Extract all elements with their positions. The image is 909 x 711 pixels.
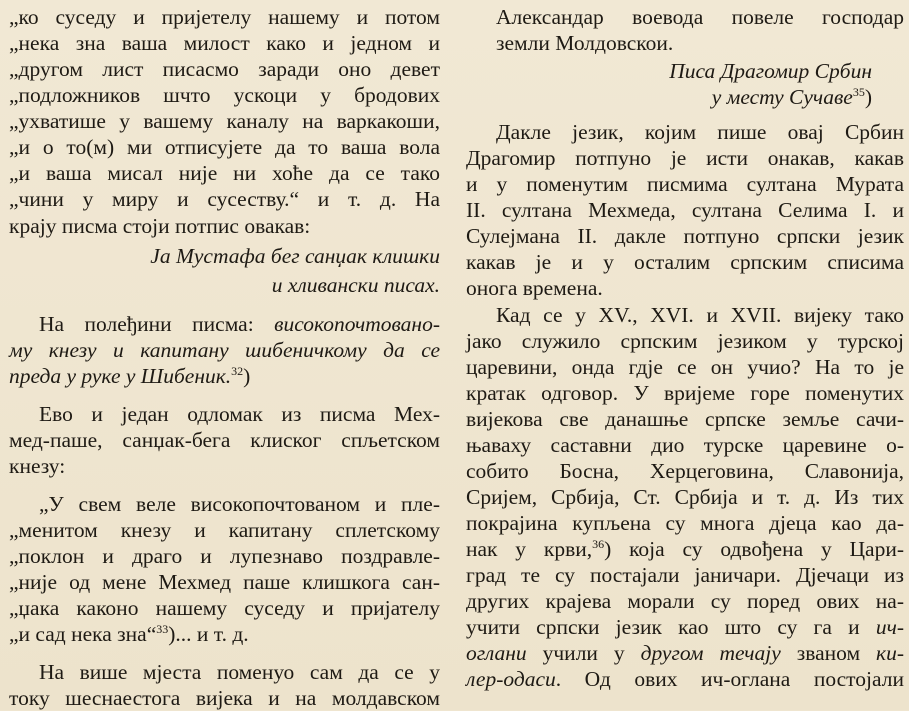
footnote-ref: 35 xyxy=(852,85,865,99)
text-line: Драгомир потпуно је исти онакав, какав xyxy=(466,146,904,170)
text-line: Сријем, Србија, Ст. Србија и т. д. Из тих xyxy=(466,485,904,509)
text-line: „менитом кнезу и капитану сплетскому xyxy=(9,518,440,542)
text-line: мед-паше, санџак-бега клиског спљетском xyxy=(9,428,440,452)
footnote-ref: 33 xyxy=(156,622,169,636)
text-line: њаваху саставни дио турске царевине о- xyxy=(466,433,904,457)
text-italic: високопочтовано- xyxy=(274,312,440,336)
footnote-ref: 36 xyxy=(592,537,605,551)
text-line: „нека зна ваша милост како и једном и xyxy=(9,31,440,55)
text-line: „није од мене Мехмед паше клишкога сан- xyxy=(9,570,440,594)
text-line: јако служило српским језиком у турској xyxy=(466,329,904,353)
text-italic: другом течају xyxy=(640,641,781,665)
text-line: „чини у миру и сусеству.“ и т. д. На xyxy=(9,187,440,211)
text-line: кратак одговор. У вријеме горе поменутих xyxy=(466,381,904,405)
text-line: II. султана Мехмеда, султана Селима I. и xyxy=(466,198,904,222)
text-line: „подложников шчто ускоци у бродових xyxy=(9,83,440,107)
text-line: крају писма стоји потпис овакав: xyxy=(9,214,311,238)
text-italic: ич- xyxy=(875,615,904,639)
text-line: „другом лист писасмо заради оно девет xyxy=(9,57,440,81)
text-line: покрајина купљена су многа дјеца као да- xyxy=(466,511,904,535)
text-line: и у поменутим писмима султана Мурата xyxy=(466,172,904,196)
signature-text: у месту Сучаве xyxy=(711,85,853,109)
text-line xyxy=(466,536,904,562)
text-plain: . Од ових ич-оглана постојали xyxy=(555,667,904,691)
text-line xyxy=(466,666,904,692)
signature-line xyxy=(466,84,872,110)
text-plain: „и сад нека зна“ xyxy=(9,622,157,646)
text-line: вијекова све данашње српске земље сачи- xyxy=(466,407,904,431)
text-line: Дакле језик, којим пише овај Србин xyxy=(496,120,904,144)
text-line: „и ваша мисал није ни хоће да се тако xyxy=(9,161,440,185)
text-line: царевини, онда гдје се он учио? На то је xyxy=(466,355,904,379)
text-line xyxy=(9,363,250,389)
text-line xyxy=(466,614,904,640)
text-italic: лер-одаси xyxy=(466,667,556,691)
text-italic: преда у руке у Шибеник. xyxy=(9,364,232,388)
text-italic: оглани xyxy=(466,641,527,665)
text-plain: )... и т. д. xyxy=(168,622,249,646)
text-line xyxy=(39,311,440,337)
text-line: „поклон и драго и лупезнаво поздравле- xyxy=(9,544,440,568)
text-plain: учити српски језик као што су га и xyxy=(466,615,876,639)
text-line: току шеснаестога вијека и на молдавском xyxy=(9,686,440,710)
text-line: Ево и један одломак из писма Мех- xyxy=(39,402,440,426)
text-line: „У свем веле високопочтованом и пле- xyxy=(39,492,440,516)
text-line: На више мјеста поменуо сам да се у xyxy=(39,660,440,684)
text-plain: званом xyxy=(780,641,877,665)
text-line: онога времена. xyxy=(466,276,603,300)
text-line: „ко суседу и пријетелу нашему и потом xyxy=(9,5,440,29)
text-line xyxy=(9,621,249,647)
text-line: „ухватише у вашему каналу на варкакоши, xyxy=(9,109,440,133)
signature-line: и хливански писах. xyxy=(271,273,440,297)
text-line: какав је и у осталим српским списима xyxy=(466,250,904,274)
text-line: других крајева морали су поред ових на- xyxy=(466,589,904,613)
text-line: град те су постајали јаничари. Дјечаци из xyxy=(466,563,904,587)
text-plain: нак у крви, xyxy=(466,537,593,561)
text-line: Кад се у XV., XVI. и XVII. вијеку тако xyxy=(496,303,904,327)
text-line: „џака каконо нашему суседу и пријателу xyxy=(9,596,440,620)
text-line: кнезу: xyxy=(9,454,66,478)
footnote-ref: 32 xyxy=(231,364,244,378)
signature-line: Ја Мустафа бег санџак клишки xyxy=(150,244,440,268)
footnote-close: ) xyxy=(864,85,872,109)
text-italic: ки- xyxy=(876,641,904,665)
text-line: Александар воевода повеле господар xyxy=(496,5,904,29)
text-line: му кнезу и капитану шибеничкому да се xyxy=(9,338,440,362)
text-line xyxy=(466,640,904,666)
text-line: земли Молдовскои. xyxy=(496,31,674,55)
text-plain: На полеђини писма: xyxy=(39,312,275,336)
text-line: собито Босна, Херцеговина, Славонија, xyxy=(466,459,904,483)
text-line: „и о то(м) ми отписујете да то ваша вола xyxy=(9,135,440,159)
text-line: Сулејмана II. дакле потпуно српски језик xyxy=(466,224,904,248)
text-plain: ) која су одвођена у Цари- xyxy=(604,537,904,561)
signature-line: Писа Драгомир Србин xyxy=(669,59,872,83)
text-plain: учили у xyxy=(526,641,641,665)
footnote-close: ) xyxy=(243,364,251,388)
